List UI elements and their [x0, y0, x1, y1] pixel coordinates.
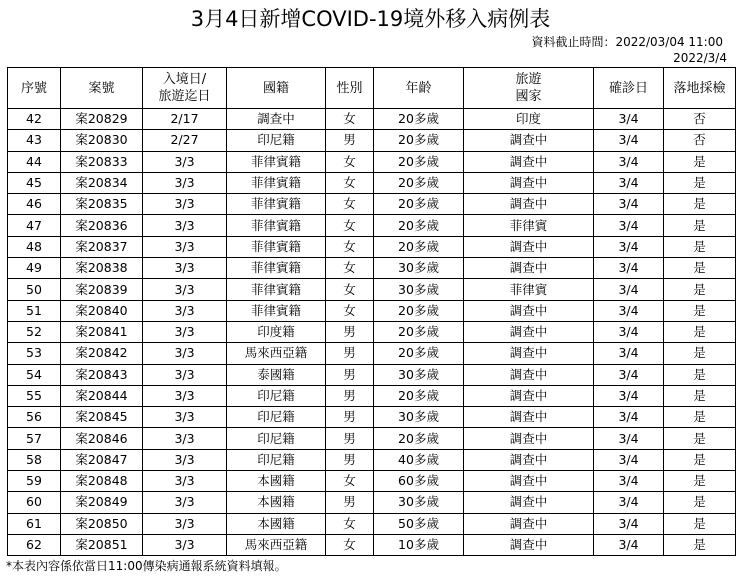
- arrival-test-cell: 是: [664, 300, 736, 321]
- case-no-cell: 案20843: [61, 364, 143, 385]
- table-row: [8, 534, 736, 555]
- age-cell: 20多歲: [374, 172, 464, 193]
- nationality-cell: 菲律賓籍: [227, 215, 326, 236]
- nationality-cell: 印度籍: [227, 321, 326, 342]
- data-cutoff-time: 資料截止時間：2022/03/04 11:00: [531, 35, 723, 49]
- entry-date-cell: 3/3: [143, 343, 227, 364]
- case-no-cell: 案20848: [61, 471, 143, 492]
- seq-cell: 60: [8, 492, 61, 513]
- gender-cell: 女: [326, 279, 374, 300]
- diagnosis-date-cell: 3/4: [594, 300, 664, 321]
- travel-country-cell: 調查中: [464, 321, 594, 342]
- nationality-cell: 印尼籍: [227, 428, 326, 449]
- gender-cell: 女: [326, 258, 374, 279]
- seq-cell: 59: [8, 471, 61, 492]
- arrival-test-cell: 是: [664, 449, 736, 470]
- seq-cell: 57: [8, 428, 61, 449]
- nationality-cell: 印尼籍: [227, 449, 326, 470]
- case-no-cell: 案20836: [61, 215, 143, 236]
- arrival-test-cell: 是: [664, 513, 736, 534]
- seq-cell: 61: [8, 513, 61, 534]
- seq-cell: 45: [8, 172, 61, 193]
- entry-date-cell: 3/3: [143, 407, 227, 428]
- entry-date-cell: 3/3: [143, 194, 227, 215]
- gender-cell: 男: [326, 364, 374, 385]
- table-row: [8, 109, 736, 130]
- arrival-test-cell: 否: [664, 130, 736, 151]
- table-row: [8, 236, 736, 257]
- arrival-test-cell: 是: [664, 407, 736, 428]
- gender-cell: 女: [326, 236, 374, 257]
- entry-date-cell: 3/3: [143, 449, 227, 470]
- age-cell: 10多歲: [374, 534, 464, 555]
- header-row: [8, 68, 736, 109]
- arrival-test-cell: 是: [664, 534, 736, 555]
- case-no-cell: 案20850: [61, 513, 143, 534]
- age-cell: 20多歲: [374, 428, 464, 449]
- seq-cell: 56: [8, 407, 61, 428]
- arrival-test-cell: 是: [664, 428, 736, 449]
- table-row: [8, 364, 736, 385]
- travel-country-cell: 調查中: [464, 194, 594, 215]
- case-no-cell: 案20849: [61, 492, 143, 513]
- table-row: [8, 428, 736, 449]
- gender-cell: 男: [326, 492, 374, 513]
- case-no-cell: 案20844: [61, 385, 143, 406]
- table-row: [8, 151, 736, 172]
- case-no-cell: 案20837: [61, 236, 143, 257]
- age-cell: 40多歲: [374, 449, 464, 470]
- diagnosis-date-cell: 3/4: [594, 385, 664, 406]
- diagnosis-date-cell: 3/4: [594, 258, 664, 279]
- arrival-test-cell: 是: [664, 172, 736, 193]
- case-no-cell: 案20833: [61, 151, 143, 172]
- seq-cell: 46: [8, 194, 61, 215]
- case-rows: [8, 109, 736, 556]
- col-header-age: 年齡: [374, 68, 464, 109]
- arrival-test-cell: 是: [664, 364, 736, 385]
- table-row: [8, 385, 736, 406]
- arrival-test-cell: 是: [664, 215, 736, 236]
- col-header-arrival-test: 落地採檢: [664, 68, 736, 109]
- seq-cell: 51: [8, 300, 61, 321]
- age-cell: 30多歲: [374, 279, 464, 300]
- nationality-cell: 菲律賓籍: [227, 279, 326, 300]
- table-row: [8, 513, 736, 534]
- seq-cell: 52: [8, 321, 61, 342]
- nationality-cell: 馬來西亞籍: [227, 343, 326, 364]
- travel-country-cell: 調查中: [464, 534, 594, 555]
- nationality-cell: 調查中: [227, 109, 326, 130]
- case-no-cell: 案20834: [61, 172, 143, 193]
- table-row: [8, 407, 736, 428]
- col-header-nationality: 國籍: [227, 68, 326, 109]
- nationality-cell: 菲律賓籍: [227, 300, 326, 321]
- report-date: 2022/3/4: [673, 51, 727, 65]
- seq-cell: 58: [8, 449, 61, 470]
- case-no-cell: 案20846: [61, 428, 143, 449]
- col-header-diagnosis-date: 確診日: [594, 68, 664, 109]
- nationality-cell: 馬來西亞籍: [227, 534, 326, 555]
- gender-cell: 女: [326, 300, 374, 321]
- diagnosis-date-cell: 3/4: [594, 130, 664, 151]
- entry-date-cell: 3/3: [143, 151, 227, 172]
- case-no-cell: 案20838: [61, 258, 143, 279]
- seq-cell: 43: [8, 130, 61, 151]
- gender-cell: 女: [326, 172, 374, 193]
- seq-cell: 50: [8, 279, 61, 300]
- nationality-cell: 菲律賓籍: [227, 236, 326, 257]
- diagnosis-date-cell: 3/4: [594, 172, 664, 193]
- age-cell: 20多歲: [374, 300, 464, 321]
- gender-cell: 女: [326, 215, 374, 236]
- diagnosis-date-cell: 3/4: [594, 109, 664, 130]
- age-cell: 30多歲: [374, 407, 464, 428]
- nationality-cell: 菲律賓籍: [227, 258, 326, 279]
- diagnosis-date-cell: 3/4: [594, 151, 664, 172]
- table-row: [8, 279, 736, 300]
- travel-country-cell: 調查中: [464, 364, 594, 385]
- age-cell: 20多歲: [374, 321, 464, 342]
- nationality-cell: 印尼籍: [227, 385, 326, 406]
- diagnosis-date-cell: 3/4: [594, 534, 664, 555]
- table-row: [8, 130, 736, 151]
- entry-date-cell: 3/3: [143, 513, 227, 534]
- entry-date-cell: 3/3: [143, 236, 227, 257]
- seq-cell: 54: [8, 364, 61, 385]
- arrival-test-cell: 是: [664, 492, 736, 513]
- table-row: [8, 492, 736, 513]
- entry-date-cell: 2/27: [143, 130, 227, 151]
- age-cell: 30多歲: [374, 364, 464, 385]
- arrival-test-cell: 是: [664, 321, 736, 342]
- arrival-test-cell: 否: [664, 109, 736, 130]
- case-no-cell: 案20851: [61, 534, 143, 555]
- age-cell: 20多歲: [374, 194, 464, 215]
- case-table: [7, 67, 736, 556]
- age-cell: 20多歲: [374, 343, 464, 364]
- table-row: [8, 449, 736, 470]
- col-header-entry-date: 入境日/ 旅遊迄日: [143, 68, 227, 109]
- travel-country-cell: 菲律賓: [464, 279, 594, 300]
- gender-cell: 女: [326, 109, 374, 130]
- seq-cell: 53: [8, 343, 61, 364]
- seq-cell: 55: [8, 385, 61, 406]
- footnote: *本表內容係依當日11:00傳染病通報系統資料填報。: [6, 559, 287, 573]
- gender-cell: 男: [326, 321, 374, 342]
- age-cell: 60多歲: [374, 471, 464, 492]
- gender-cell: 男: [326, 385, 374, 406]
- travel-country-cell: 調查中: [464, 343, 594, 364]
- travel-country-cell: 調查中: [464, 172, 594, 193]
- arrival-test-cell: 是: [664, 194, 736, 215]
- diagnosis-date-cell: 3/4: [594, 407, 664, 428]
- age-cell: 30多歲: [374, 492, 464, 513]
- table-row: [8, 300, 736, 321]
- entry-date-cell: 3/3: [143, 215, 227, 236]
- case-no-cell: 案20835: [61, 194, 143, 215]
- col-header-travel-country: 旅遊 國家: [464, 68, 594, 109]
- travel-country-cell: 調查中: [464, 449, 594, 470]
- diagnosis-date-cell: 3/4: [594, 321, 664, 342]
- entry-date-cell: 3/3: [143, 385, 227, 406]
- entry-date-cell: 3/3: [143, 471, 227, 492]
- travel-country-cell: 調查中: [464, 300, 594, 321]
- table-row: [8, 172, 736, 193]
- nationality-cell: 本國籍: [227, 471, 326, 492]
- page-title: 3月4日新增COVID-19境外移入病例表: [190, 7, 551, 31]
- seq-cell: 42: [8, 109, 61, 130]
- entry-date-cell: 3/3: [143, 428, 227, 449]
- diagnosis-date-cell: 3/4: [594, 428, 664, 449]
- nationality-cell: 菲律賓籍: [227, 172, 326, 193]
- arrival-test-cell: 是: [664, 151, 736, 172]
- case-no-cell: 案20847: [61, 449, 143, 470]
- entry-date-cell: 3/3: [143, 364, 227, 385]
- travel-country-cell: 調查中: [464, 428, 594, 449]
- entry-date-cell: 2/17: [143, 109, 227, 130]
- seq-cell: 48: [8, 236, 61, 257]
- diagnosis-date-cell: 3/4: [594, 471, 664, 492]
- gender-cell: 男: [326, 449, 374, 470]
- gender-cell: 女: [326, 471, 374, 492]
- table-row: [8, 321, 736, 342]
- diagnosis-date-cell: 3/4: [594, 279, 664, 300]
- age-cell: 20多歲: [374, 151, 464, 172]
- diagnosis-date-cell: 3/4: [594, 236, 664, 257]
- table-row: [8, 194, 736, 215]
- table-row: [8, 343, 736, 364]
- table-row: [8, 215, 736, 236]
- gender-cell: 男: [326, 407, 374, 428]
- age-cell: 50多歲: [374, 513, 464, 534]
- arrival-test-cell: 是: [664, 471, 736, 492]
- travel-country-cell: 印度: [464, 109, 594, 130]
- col-header-gender: 性別: [326, 68, 374, 109]
- travel-country-cell: 調查中: [464, 471, 594, 492]
- age-cell: 20多歲: [374, 385, 464, 406]
- diagnosis-date-cell: 3/4: [594, 215, 664, 236]
- entry-date-cell: 3/3: [143, 534, 227, 555]
- travel-country-cell: 調查中: [464, 385, 594, 406]
- arrival-test-cell: 是: [664, 385, 736, 406]
- table-row: [8, 258, 736, 279]
- nationality-cell: 印尼籍: [227, 130, 326, 151]
- arrival-test-cell: 是: [664, 343, 736, 364]
- nationality-cell: 菲律賓籍: [227, 151, 326, 172]
- travel-country-cell: 調查中: [464, 151, 594, 172]
- case-no-cell: 案20841: [61, 321, 143, 342]
- travel-country-cell: 調查中: [464, 130, 594, 151]
- age-cell: 20多歲: [374, 130, 464, 151]
- gender-cell: 男: [326, 130, 374, 151]
- case-no-cell: 案20842: [61, 343, 143, 364]
- gender-cell: 男: [326, 428, 374, 449]
- gender-cell: 女: [326, 151, 374, 172]
- gender-cell: 女: [326, 534, 374, 555]
- entry-date-cell: 3/3: [143, 321, 227, 342]
- travel-country-cell: 調查中: [464, 513, 594, 534]
- age-cell: 30多歲: [374, 258, 464, 279]
- arrival-test-cell: 是: [664, 279, 736, 300]
- diagnosis-date-cell: 3/4: [594, 449, 664, 470]
- entry-date-cell: 3/3: [143, 492, 227, 513]
- diagnosis-date-cell: 3/4: [594, 194, 664, 215]
- gender-cell: 女: [326, 513, 374, 534]
- case-no-cell: 案20839: [61, 279, 143, 300]
- travel-country-cell: 調查中: [464, 407, 594, 428]
- diagnosis-date-cell: 3/4: [594, 343, 664, 364]
- gender-cell: 女: [326, 194, 374, 215]
- travel-country-cell: 調查中: [464, 236, 594, 257]
- gender-cell: 男: [326, 343, 374, 364]
- arrival-test-cell: 是: [664, 258, 736, 279]
- seq-cell: 62: [8, 534, 61, 555]
- arrival-test-cell: 是: [664, 236, 736, 257]
- col-header-seq: 序號: [8, 68, 61, 109]
- entry-date-cell: 3/3: [143, 258, 227, 279]
- table-row: [8, 471, 736, 492]
- age-cell: 20多歲: [374, 215, 464, 236]
- diagnosis-date-cell: 3/4: [594, 492, 664, 513]
- entry-date-cell: 3/3: [143, 172, 227, 193]
- nationality-cell: 菲律賓籍: [227, 194, 326, 215]
- nationality-cell: 泰國籍: [227, 364, 326, 385]
- case-no-cell: 案20830: [61, 130, 143, 151]
- nationality-cell: 印尼籍: [227, 407, 326, 428]
- seq-cell: 47: [8, 215, 61, 236]
- age-cell: 20多歲: [374, 236, 464, 257]
- travel-country-cell: 調查中: [464, 492, 594, 513]
- diagnosis-date-cell: 3/4: [594, 364, 664, 385]
- travel-country-cell: 調查中: [464, 258, 594, 279]
- entry-date-cell: 3/3: [143, 300, 227, 321]
- nationality-cell: 本國籍: [227, 492, 326, 513]
- entry-date-cell: 3/3: [143, 279, 227, 300]
- nationality-cell: 本國籍: [227, 513, 326, 534]
- travel-country-cell: 菲律賓: [464, 215, 594, 236]
- seq-cell: 49: [8, 258, 61, 279]
- case-no-cell: 案20840: [61, 300, 143, 321]
- case-no-cell: 案20829: [61, 109, 143, 130]
- case-no-cell: 案20845: [61, 407, 143, 428]
- col-header-case-no: 案號: [61, 68, 143, 109]
- seq-cell: 44: [8, 151, 61, 172]
- diagnosis-date-cell: 3/4: [594, 513, 664, 534]
- age-cell: 20多歲: [374, 109, 464, 130]
